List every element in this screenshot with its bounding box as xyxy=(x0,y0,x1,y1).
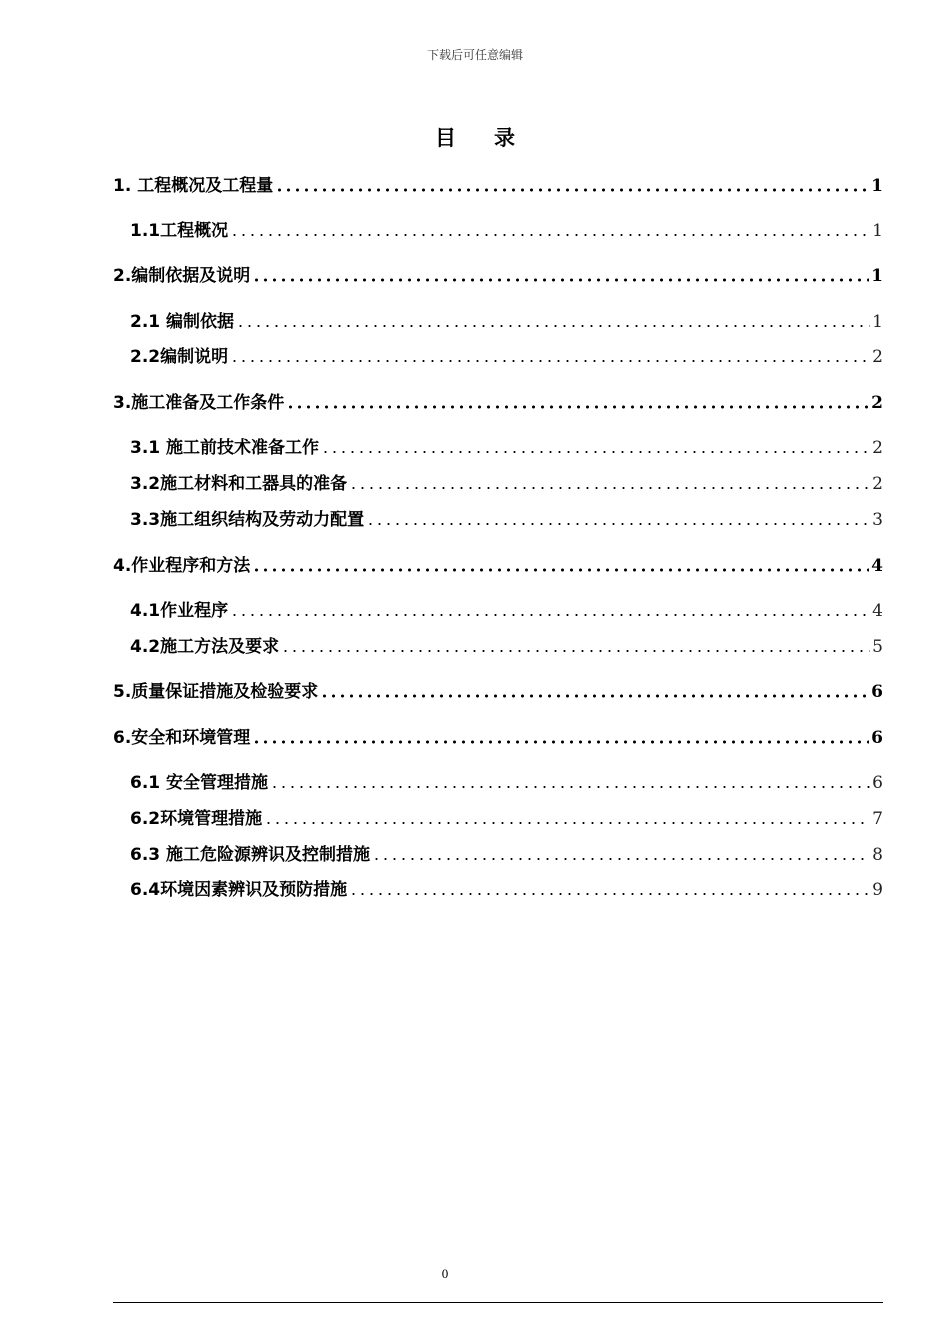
dot-leader xyxy=(236,324,870,328)
toc-entry-4[interactable] xyxy=(113,550,883,576)
toc-entry-label: 3.2施工材料和工器具的准备 xyxy=(130,474,348,494)
toc-entry-page: 1 xyxy=(871,176,883,196)
toc-entry-label: 5.质量保证措施及检验要求 xyxy=(113,682,319,702)
toc-entry-page: 2 xyxy=(872,347,883,367)
dot-leader xyxy=(230,233,870,237)
toc-entry-page: 9 xyxy=(872,880,883,900)
toc-entry-page: 4 xyxy=(871,556,883,576)
toc-entry-page: 6 xyxy=(871,682,883,702)
dot-leader xyxy=(281,649,870,653)
toc-entry-page: 1 xyxy=(872,221,883,241)
dot-leader xyxy=(349,892,870,896)
toc-entry-page: 6 xyxy=(871,728,883,748)
toc-entry-label: 4.2施工方法及要求 xyxy=(130,637,280,657)
toc-entry-label: 3.1 施工前技术准备工作 xyxy=(130,438,320,458)
toc-entry-label: 6.2环境管理措施 xyxy=(130,809,263,829)
dot-leader xyxy=(270,785,870,789)
dot-leader xyxy=(366,522,870,526)
toc-entry-6-3[interactable] xyxy=(113,839,883,865)
toc-entry-label: 3.施工准备及工作条件 xyxy=(113,393,285,413)
toc-entry-label: 2.1 编制依据 xyxy=(130,312,235,332)
toc-entry-5[interactable] xyxy=(113,676,883,702)
toc-entry-page: 2 xyxy=(871,393,883,413)
dot-leader xyxy=(230,613,870,617)
toc-entry-2-2[interactable] xyxy=(113,341,883,367)
toc-entry-4-1[interactable] xyxy=(113,595,883,621)
header-note: 下载后可任意编辑 xyxy=(426,48,523,62)
toc-entry-3[interactable] xyxy=(113,387,883,413)
page-number: 0 xyxy=(441,1266,449,1281)
toc-entry-2-1[interactable] xyxy=(113,306,883,332)
dot-leader xyxy=(252,568,869,572)
toc-entry-label: 4.作业程序和方法 xyxy=(113,556,251,576)
toc-entry-page: 1 xyxy=(871,266,883,286)
dot-leader xyxy=(252,278,869,282)
toc-entry-6-1[interactable] xyxy=(113,767,883,793)
toc-entry-label: 6.3 施工危险源辨识及控制措施 xyxy=(130,845,371,865)
toc-entry-label: 1.1工程概况 xyxy=(130,221,229,241)
toc-entry-page: 1 xyxy=(872,312,883,332)
toc-entry-page: 6 xyxy=(872,773,883,793)
toc-entry-page: 4 xyxy=(872,601,883,621)
dot-leader xyxy=(286,405,869,409)
toc-entry-label: 6.安全和环境管理 xyxy=(113,728,251,748)
dot-leader xyxy=(230,359,870,363)
toc-entry-6[interactable] xyxy=(113,722,883,748)
toc-entry-label: 4.1作业程序 xyxy=(130,601,229,621)
toc-entry-label: 2.2编制说明 xyxy=(130,347,229,367)
toc-entry-3-3[interactable] xyxy=(113,504,883,530)
dot-leader xyxy=(275,188,869,192)
toc-entry-page: 3 xyxy=(872,510,883,530)
toc-entry-6-4[interactable] xyxy=(113,874,883,900)
toc-entry-page: 2 xyxy=(872,438,883,458)
toc-entry-page: 7 xyxy=(872,809,883,829)
toc-entry-page: 5 xyxy=(872,637,883,657)
footer-divider xyxy=(113,1302,883,1303)
dot-leader xyxy=(372,857,870,861)
toc-entry-2[interactable] xyxy=(113,260,883,286)
dot-leader xyxy=(321,450,870,454)
toc-entry-3-2[interactable] xyxy=(113,468,883,494)
toc-entry-3-1[interactable] xyxy=(113,432,883,458)
toc-entry-4-2[interactable] xyxy=(113,631,883,657)
toc-entry-1[interactable] xyxy=(113,170,883,196)
toc-entry-1-1[interactable] xyxy=(113,215,883,241)
dot-leader xyxy=(320,694,869,698)
toc-entry-label: 6.1 安全管理措施 xyxy=(130,773,269,793)
dot-leader xyxy=(264,821,870,825)
dot-leader xyxy=(252,740,869,744)
toc-entry-page: 2 xyxy=(872,474,883,494)
toc-entry-label: 1. 工程概况及工程量 xyxy=(113,176,274,196)
toc-title: 目录 xyxy=(435,126,553,150)
toc-entry-label: 2.编制依据及说明 xyxy=(113,266,251,286)
toc-entry-page: 8 xyxy=(872,845,883,865)
toc-entry-6-2[interactable] xyxy=(113,803,883,829)
toc-entry-label: 3.3施工组织结构及劳动力配置 xyxy=(130,510,365,530)
toc-entry-label: 6.4环境因素辨识及预防措施 xyxy=(130,880,348,900)
dot-leader xyxy=(349,486,870,490)
